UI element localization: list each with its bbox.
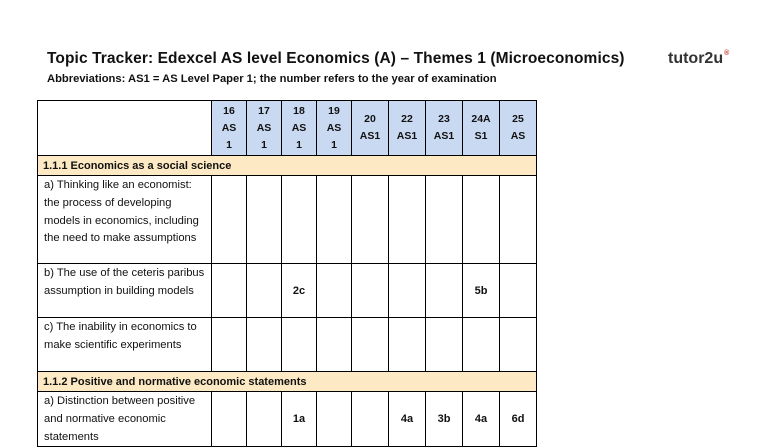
question-ref-cell: [317, 176, 352, 264]
question-ref-cell: [500, 318, 537, 372]
column-header-line: AS: [326, 121, 342, 134]
document-title: Topic Tracker: Edexcel AS level Economics (A) – Themes 1 (Microeconomics): [47, 50, 625, 67]
column-header: [463, 101, 500, 156]
column-header-line: AS: [510, 130, 526, 142]
column-header-line: 22: [401, 113, 413, 125]
section-title: 1.1.2 Positive and normative economic statements: [38, 372, 537, 392]
column-header-line: AS1: [359, 130, 381, 142]
question-ref-cell: [389, 176, 426, 264]
topic-cell: a) Distinction between positive and normative economic statements: [38, 392, 212, 447]
topic-cell: b) The use of the ceteris paribus assumption in building models: [38, 264, 212, 318]
question-ref-cell: [463, 176, 500, 264]
column-header: [389, 101, 426, 156]
question-ref-cell: [389, 318, 426, 372]
question-ref-cell: [352, 318, 389, 372]
column-header: [212, 101, 247, 156]
column-header: [426, 101, 463, 156]
question-ref-cell: [212, 264, 247, 318]
column-header-line: 1: [226, 138, 232, 151]
question-ref-cell: 1a: [282, 392, 317, 447]
column-header-line: AS1: [396, 130, 418, 142]
question-ref-cell: [500, 176, 537, 264]
column-header-line: 1: [331, 138, 337, 151]
column-header: [282, 101, 317, 156]
column-header-line: 24A: [471, 113, 491, 125]
column-header-line: 17: [258, 104, 270, 117]
question-ref-cell: [317, 264, 352, 318]
table-row: [38, 176, 537, 264]
column-header-line: AS: [221, 121, 237, 134]
column-header-line: 25: [512, 113, 524, 125]
question-ref-cell: [500, 264, 537, 318]
header-corner-cell: [38, 101, 212, 156]
question-ref-cell: 3b: [426, 392, 463, 447]
question-ref-cell: [212, 318, 247, 372]
column-header: [247, 101, 282, 156]
topic-cell: c) The inability in economics to make scientific experiments: [38, 318, 212, 372]
question-ref-cell: [317, 392, 352, 447]
column-header: [352, 101, 389, 156]
table-row: [38, 264, 537, 318]
question-ref-cell: 4a: [463, 392, 500, 447]
section-row: [38, 156, 537, 176]
column-header-line: 23: [438, 113, 450, 125]
section-row: [38, 372, 537, 392]
question-ref-cell: [352, 176, 389, 264]
abbreviations-note: Abbreviations: AS1 = AS Level Paper 1; the number refers to the year of examination: [47, 73, 497, 85]
question-ref-cell: [247, 176, 282, 264]
tutor2u-logo: [668, 50, 729, 68]
header-row: [38, 101, 537, 156]
question-ref-cell: [282, 176, 317, 264]
registered-mark-icon: ®: [724, 50, 730, 57]
question-ref-cell: 6d: [500, 392, 537, 447]
section-title: 1.1.1 Economics as a social science: [38, 156, 537, 176]
question-ref-cell: 5b: [463, 264, 500, 318]
column-header-line: AS: [256, 121, 272, 134]
topic-tracker-table: [37, 100, 537, 447]
column-header: [500, 101, 537, 156]
question-ref-cell: [247, 318, 282, 372]
question-ref-cell: 4a: [389, 392, 426, 447]
column-header-line: 16: [223, 104, 235, 117]
column-header-line: 20: [364, 113, 376, 125]
column-header-line: 18: [293, 104, 305, 117]
question-ref-cell: [282, 318, 317, 372]
column-header-line: AS: [291, 121, 307, 134]
question-ref-cell: [247, 264, 282, 318]
topic-cell: a) Thinking like an economist: the process of developing models in economics, including the need to make assumptions: [38, 176, 212, 264]
question-ref-cell: [212, 392, 247, 447]
question-ref-cell: [463, 318, 500, 372]
question-ref-cell: [426, 318, 463, 372]
column-header: [317, 101, 352, 156]
question-ref-cell: [426, 176, 463, 264]
column-header-line: AS1: [433, 130, 455, 142]
question-ref-cell: [212, 176, 247, 264]
question-ref-cell: [389, 264, 426, 318]
question-ref-cell: [317, 318, 352, 372]
question-ref-cell: [426, 264, 463, 318]
question-ref-cell: [352, 264, 389, 318]
column-header-line: S1: [474, 130, 488, 142]
logo-text: tutor2u: [668, 50, 724, 67]
table-row: [38, 392, 537, 447]
column-header-line: 1: [296, 138, 302, 151]
question-ref-cell: 2c: [282, 264, 317, 318]
column-header-line: 1: [261, 138, 267, 151]
question-ref-cell: [247, 392, 282, 447]
question-ref-cell: [352, 392, 389, 447]
table-row: [38, 318, 537, 372]
column-header-line: 19: [328, 104, 340, 117]
